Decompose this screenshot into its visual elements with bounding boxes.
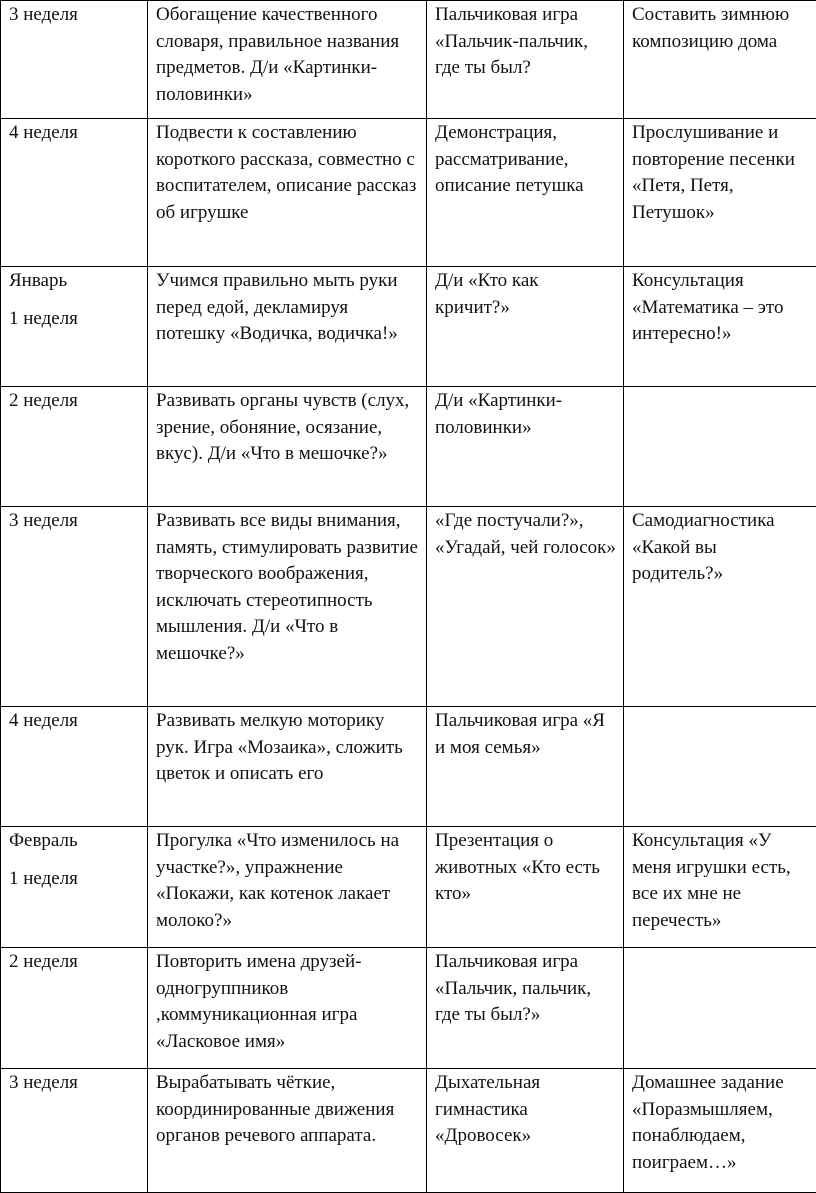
activity-cell: Демонстрация, рассматривание, описание петушка	[427, 119, 624, 267]
table-row	[1, 1069, 816, 1193]
task-cell: Подвести к составлению короткого рассказа, совместно с воспитателем, описание рассказ об игрушке	[148, 119, 427, 267]
table-row	[1, 387, 816, 507]
task-cell: Развивать органы чувств (слух, зрение, обоняние, осязание, вкус). Д/и «Что в мешочке?»	[148, 387, 427, 507]
task-cell: Вырабатывать чёткие, координированные движения органов речевого аппарата.	[148, 1069, 427, 1193]
period-text: 3 неделя	[9, 2, 141, 29]
activity-cell: Презентация о животных «Кто есть кто»	[427, 827, 624, 948]
task-cell: Повторить имена друзей-одногруппников ,коммуникационная игра «Ласковое имя»	[148, 948, 427, 1069]
parents-cell: Консультация «У меня игрушки есть, все их мне не перечесть»	[624, 827, 816, 948]
table-row	[1, 827, 816, 948]
parents-cell: Самодиагностика «Какой вы родитель?»	[624, 507, 816, 707]
period-cell	[1, 1069, 148, 1193]
period-text: 3 неделя	[9, 508, 141, 535]
activity-cell: Пальчиковая игра «Пальчик, пальчик, где ты был?»	[427, 948, 624, 1069]
parents-cell	[624, 948, 816, 1069]
task-cell: Развивать мелкую моторику рук. Игра «Мозаика», сложить цветок и описать его	[148, 707, 427, 827]
table-row	[1, 507, 816, 707]
table-row	[1, 948, 816, 1069]
period-text: 3 неделя	[9, 1070, 141, 1097]
parents-cell: Консультация «Математика – это интересно!»	[624, 267, 816, 387]
month-label: Февраль	[9, 828, 141, 855]
parents-cell: Домашнее задание «Поразмышляем, понаблюдаем, поиграем…»	[624, 1069, 816, 1193]
table-row	[1, 1, 816, 119]
plan-table-body	[1, 1, 816, 1193]
period-text: 2 неделя	[9, 388, 141, 415]
period-cell	[1, 707, 148, 827]
period-cell	[1, 387, 148, 507]
parents-cell	[624, 387, 816, 507]
period-cell	[1, 948, 148, 1069]
task-cell: Обогащение качественного словаря, правильное названия предметов. Д/и «Картинки-половинки»	[148, 1, 427, 119]
activity-cell: Пальчиковая игра «Пальчик-пальчик, где ты был?	[427, 1, 624, 119]
period-text: 4 неделя	[9, 120, 141, 147]
period-cell	[1, 119, 148, 267]
period-text: 1 неделя	[9, 866, 141, 893]
activity-cell: «Где постучали?», «Угадай, чей голосок»	[427, 507, 624, 707]
parents-cell: Прослушивание и повторение песенки «Петя, Петя, Петушок»	[624, 119, 816, 267]
table-row	[1, 707, 816, 827]
period-text: 4 неделя	[9, 708, 141, 735]
task-cell: Развивать все виды внимания, память, стимулировать развитие творческого воображения, исключать стереотипность мышления. Д/и «Что в мешочке?»	[148, 507, 427, 707]
period-cell	[1, 827, 148, 948]
table-row	[1, 267, 816, 387]
parents-cell: Составить зимнюю композицию дома	[624, 1, 816, 119]
period-cell	[1, 507, 148, 707]
task-cell: Учимся правильно мыть руки перед едой, декламируя потешку «Водичка, водичка!»	[148, 267, 427, 387]
task-cell: Прогулка «Что изменилось на участке?», упражнение «Покажи, как котенок лакает молоко?»	[148, 827, 427, 948]
period-cell	[1, 1, 148, 119]
period-cell	[1, 267, 148, 387]
activity-cell: Д/и «Картинки-половинки»	[427, 387, 624, 507]
month-label: Январь	[9, 268, 141, 295]
period-text: 2 неделя	[9, 949, 141, 976]
table-row	[1, 119, 816, 267]
activity-cell: Д/и «Кто как кричит?»	[427, 267, 624, 387]
parents-cell	[624, 707, 816, 827]
activity-cell: Пальчиковая игра «Я и моя семья»	[427, 707, 624, 827]
period-text: 1 неделя	[9, 306, 141, 333]
activity-cell: Дыхательная гимнастика «Дровосек»	[427, 1069, 624, 1193]
